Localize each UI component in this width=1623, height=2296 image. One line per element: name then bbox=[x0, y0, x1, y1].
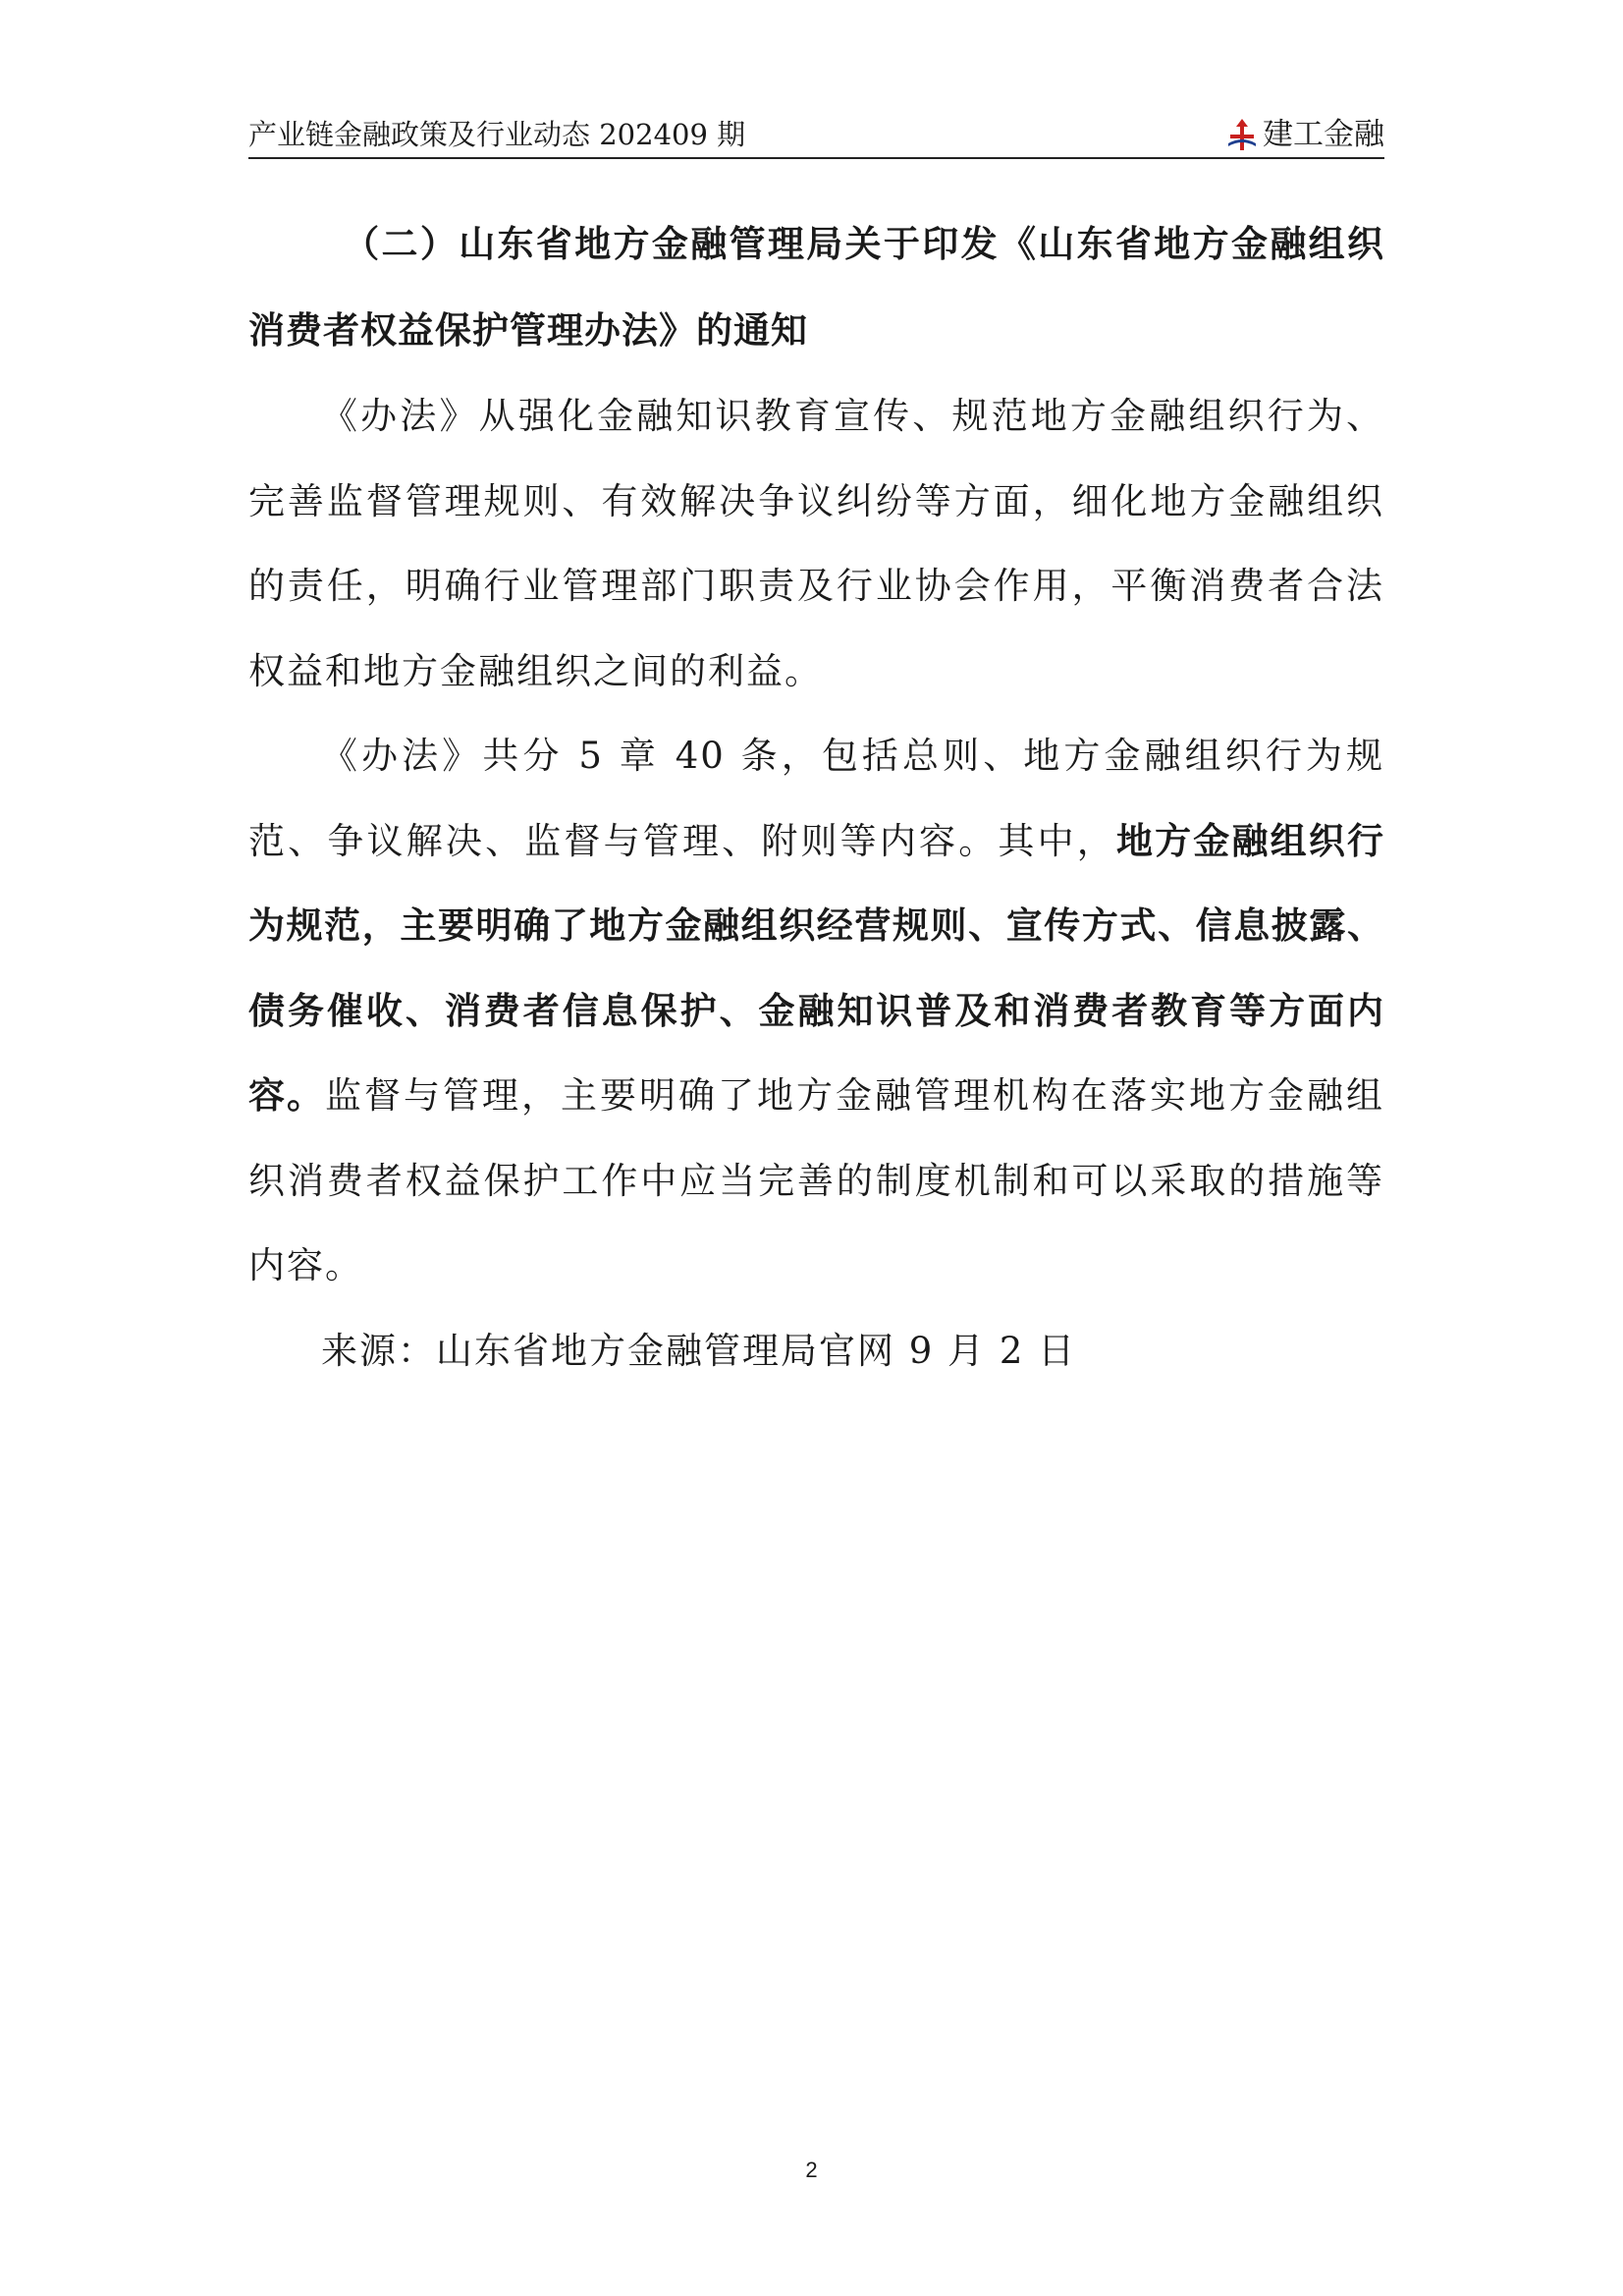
publication-title: 产业链金融政策及行业动态 202409 期 bbox=[248, 118, 746, 151]
brand-block bbox=[1225, 117, 1384, 152]
page-number: 2 bbox=[805, 2158, 818, 2182]
brand-name: 建工金融 bbox=[1263, 117, 1384, 152]
ccb-logo-icon bbox=[1225, 117, 1259, 152]
source-line: 来源：山东省地方金融管理局官网 9 月 2 日 bbox=[321, 1329, 1077, 1372]
paragraph-1: 《办法》从强化金融知识教育宣传、规范地方金融组织行为、完善监督管理规则、有效解决争议纠纷等方面，细化地方金融组织的责任，明确行业管理部门职责及行业协会作用，平衡消费者合法权益和地方金融组织之间的利益。 bbox=[248, 395, 1384, 692]
paragraph-2 bbox=[248, 714, 1384, 1309]
paragraph-2-rest: 监督与管理，主要明确了地方金融管理机构在落实地方金融组织消费者权益保护工作中应当完善的制度机制和可以采取的措施等内容。 bbox=[248, 1074, 1384, 1286]
article-body bbox=[248, 201, 1384, 1394]
section-title: （二）山东省地方金融管理局关于印发《山东省地方金融组织消费者权益保护管理办法》的通知 bbox=[248, 223, 1384, 352]
paragraph-2-intro: 《办法》共分 5 章 40 条，包括总则、地方金融组织行为规范、争议解决、监督与管理、附则等内容。其中， bbox=[248, 735, 1384, 862]
page-header bbox=[248, 110, 1384, 159]
paragraph-2-emphasis: 地方金融组织行为规范，主要明确了地方金融组织经营规则、宣传方式、信息披露、债务催收、消费者信息保护、金融知识普及和消费者教育等方面内容。 bbox=[248, 819, 1385, 1117]
